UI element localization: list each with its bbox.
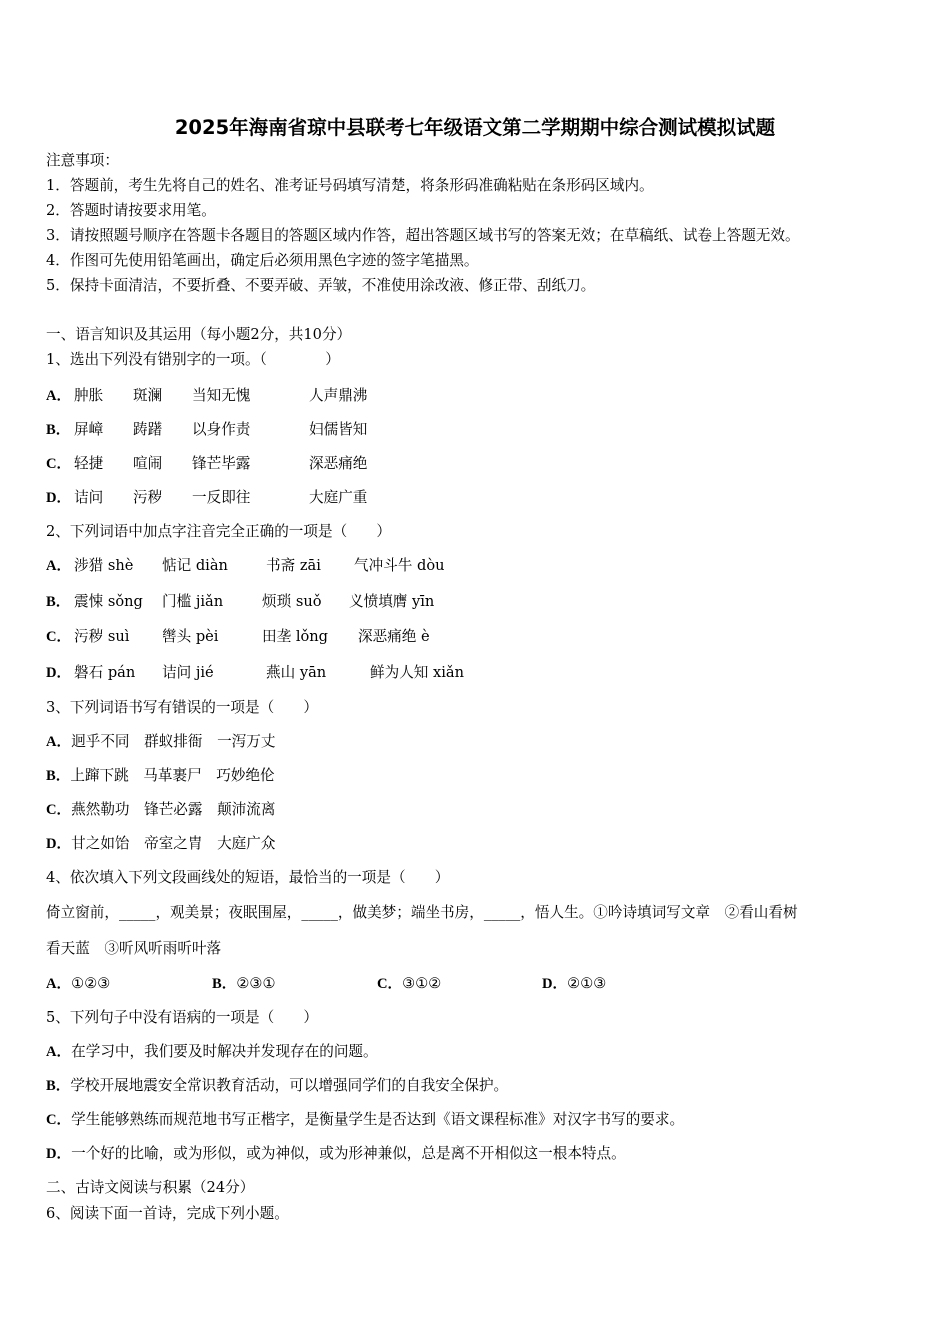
option-word: 以身作责 (192, 421, 251, 438)
q3-option-d (46, 834, 275, 854)
option-word: 诘问 jié (162, 664, 214, 681)
option-word: 人声鼎沸 (309, 387, 368, 404)
option-word: 义愤填膺 yīn (349, 593, 435, 610)
option-label: C． (46, 629, 72, 645)
option-word: 磐石 pán (74, 664, 136, 681)
option-label: B． (46, 768, 71, 784)
option-word: 当知无愧 (192, 387, 251, 404)
option-word: 辔头 pèi (162, 628, 219, 645)
notice-item: 2．答题时请按要求用笔。 (46, 202, 216, 219)
option-text: 甘之如饴 帝室之胄 大庭广众 (71, 835, 276, 852)
passage-line: 倚立窗前，_____，观美景；夜眠围屋，_____，做美梦；端坐书房，_____，悟人生。①吟诗填词写文章 ②看山看树 (46, 904, 798, 921)
q4-option-a (46, 974, 110, 994)
option-word: 深恶痛绝 (309, 455, 368, 472)
option-word: 燕山 yān (266, 664, 327, 681)
option-label: A． (46, 1044, 72, 1060)
option-word: 大庭广重 (309, 489, 368, 506)
q3-option-c (46, 800, 275, 820)
question-stem: 5、下列句子中没有语病的一项是（ ） (46, 1009, 318, 1026)
option-word: 田垄 lǒng (262, 628, 329, 645)
option-label: C． (46, 1112, 72, 1128)
option-label: C． (46, 456, 72, 472)
option-word: 深恶痛绝 è (358, 628, 430, 645)
notice-item: 5．保持卡面清洁，不要折叠、不要弄破、弄皱，不准使用涂改液、修正带、刮纸刀。 (46, 277, 596, 294)
q3-option-b (46, 766, 275, 786)
option-label: A． (46, 558, 72, 574)
q4-option-d (542, 974, 606, 994)
option-word: 肿胀 (74, 387, 104, 404)
q5-option-d (46, 1144, 626, 1164)
option-label: A． (46, 976, 72, 992)
q4-option-c (377, 974, 441, 994)
option-word: 涉猎 shè (74, 557, 134, 574)
option-label: D． (542, 976, 568, 992)
option-word: 惦记 diàn (162, 557, 228, 574)
exam-title: 2025年海南省琼中县联考七年级语文第二学期期中综合测试模拟试题 (174, 116, 776, 139)
option-label: B． (212, 976, 237, 992)
option-label: B． (46, 1078, 71, 1094)
option-word: 妇儒皆知 (309, 421, 368, 438)
option-word: 轻捷 (74, 455, 104, 472)
option-text: 迥乎不同 群蚁排衙 一泻万丈 (71, 733, 276, 750)
option-word: 震悚 sǒng (74, 593, 143, 610)
option-text: ③①② (402, 975, 442, 992)
option-label: D． (46, 490, 72, 506)
option-word: 屏嶂 (74, 421, 104, 438)
option-text: 一个好的比喻，或为形似，或为神似，或为形神兼似，总是离不开相似这一根本特点。 (71, 1145, 626, 1162)
option-label: A． (46, 734, 72, 750)
option-word: 书斋 zāi (266, 557, 321, 574)
option-label: D． (46, 1146, 72, 1162)
option-word: 诘问 (74, 489, 104, 506)
notice-item: 4．作图可先使用铅笔画出，确定后必须用黑色字迹的签字笔描黑。 (46, 252, 479, 269)
section-heading: 二、古诗文阅读与积累（24分） (46, 1179, 255, 1196)
option-word: 气冲斗牛 dòu (354, 557, 445, 574)
question-stem: 4、依次填入下列文段画线处的短语，最恰当的一项是（ ） (46, 869, 450, 886)
notice-item: 1．答题前，考生先将自己的姓名、准考证号码填写清楚，将条形码准确粘贴在条形码区域内。 (46, 177, 654, 194)
option-label: D． (46, 665, 72, 681)
option-text: ②①③ (567, 975, 607, 992)
option-label: B． (46, 422, 71, 438)
option-label: D． (46, 836, 72, 852)
q3-option-a (46, 732, 275, 752)
q5-option-c (46, 1110, 684, 1130)
option-word: 污秽 suì (74, 628, 130, 645)
option-word: 污秽 (133, 489, 163, 506)
option-word: 斑澜 (133, 387, 163, 404)
question-stem: 3、下列词语书写有错误的一项是（ ） (46, 699, 318, 716)
q5-option-a (46, 1042, 378, 1062)
q5-option-b (46, 1076, 508, 1096)
option-label: C． (46, 802, 72, 818)
passage-line: 看天蓝 ③听风听雨听叶落 (46, 940, 222, 957)
notice-item: 3．请按照题号顺序在答题卡各题目的答题区域内作答，超出答题区域书写的答案无效；在草稿纸、试卷上答题无效。 (46, 227, 800, 244)
option-word: 门槛 jiǎn (162, 593, 224, 610)
question-stem: 2、下列词语中加点字注音完全正确的一项是（ ） (46, 523, 391, 540)
notice-heading: 注意事项： (46, 152, 119, 169)
option-word: 喧闹 (133, 455, 163, 472)
option-text: 燕然勒功 锋芒必露 颠沛流离 (71, 801, 276, 818)
option-text: 在学习中，我们要及时解决并发现存在的问题。 (71, 1043, 378, 1060)
question-stem: 6、阅读下面一首诗，完成下列小题。 (46, 1205, 289, 1222)
option-label: C． (377, 976, 403, 992)
option-word: 锋芒毕露 (192, 455, 251, 472)
option-word: 踌躇 (133, 421, 163, 438)
option-text: 学生能够熟练而规范地书写正楷字，是衡量学生是否达到《语文课程标准》对汉字书写的要求。 (71, 1111, 685, 1128)
option-text: ②③① (236, 975, 276, 992)
option-text: 上蹿下跳 马革裹尸 巧妙绝伦 (70, 767, 275, 784)
option-word: 一反即往 (192, 489, 251, 506)
q4-option-b (212, 974, 276, 994)
option-label: B． (46, 594, 71, 610)
question-stem: 1、选出下列没有错别字的一项。（ ） (46, 351, 340, 368)
option-text: 学校开展地震安全常识教育活动，可以增强同学们的自我安全保护。 (70, 1077, 509, 1094)
section-heading: 一、语言知识及其运用（每小题2分，共10分） (46, 326, 352, 343)
option-label: A． (46, 388, 72, 404)
option-text: ①②③ (71, 975, 111, 992)
option-word: 烦琐 suǒ (262, 593, 322, 610)
option-word: 鲜为人知 xiǎn (370, 664, 465, 681)
